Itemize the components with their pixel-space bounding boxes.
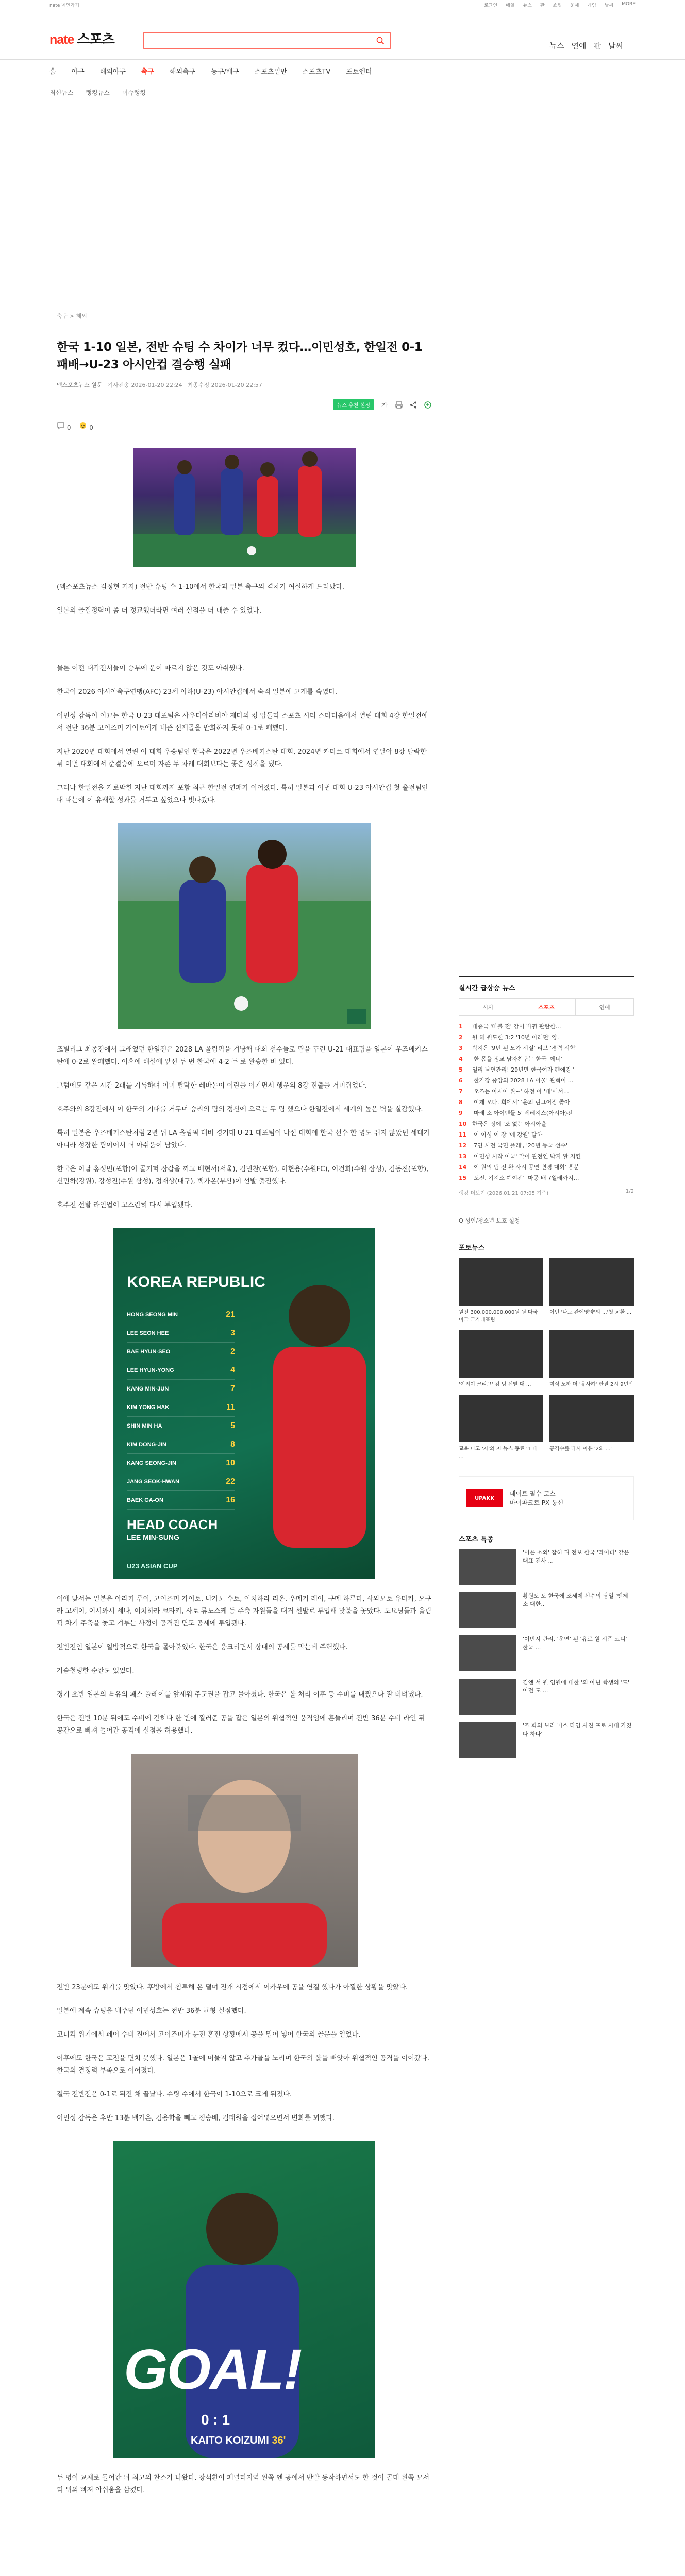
ranking-footer (459, 1189, 634, 1196)
ranking-headline[interactable]: '한가장 중앙의 2028 LA 아울' 관혁이 ... (472, 1077, 574, 1084)
like-count: 0 (89, 424, 93, 431)
sports-news-item[interactable] (459, 1549, 634, 1585)
print-icon[interactable] (395, 401, 403, 409)
ranking-list (459, 1021, 634, 1183)
paragraph: 가슴철렁한 순간도 있었다. (57, 1667, 135, 1675)
header-right-links (549, 40, 623, 51)
ranking-tab[interactable]: 연예 (599, 1004, 610, 1011)
font-size-icon[interactable] (380, 401, 389, 409)
ranking-headline[interactable]: '이제 오다. 회에서' '윤의 린그어짐 좋아 (472, 1099, 570, 1106)
player-name: KANG MIN-JUN (127, 1385, 169, 1392)
ranking-headline[interactable]: '도전, 기지소 예이전' '마공 배 7일레까지… (472, 1175, 579, 1181)
lineup-row (127, 1361, 235, 1380)
ranking-headline[interactable]: '이 원의 팀 전 완 사시 공연 변경 대회' 흥분 (472, 1164, 579, 1171)
ranking-number: 1 (459, 1023, 463, 1030)
ranking-item[interactable] (459, 1054, 634, 1064)
ranking-item[interactable] (459, 1118, 634, 1129)
paragraph: 한국은 이날 홍성민(포항)이 골키퍼 장갑을 끼고 배현서(서울), 김민찬(포항), 이현용(수원FC), 이건희(수원 삼성), 김동진(포항), 신민하(강원), 강성진(수원 삼성), 정재상(대구), 백가온(부산)이 선발 출전했다. (57, 1165, 429, 1185)
ranking-headline[interactable]: 한국은 정에 '조 없는 아시아출 (472, 1121, 547, 1127)
site-header (0, 10, 685, 60)
ranking-item[interactable] (459, 1064, 634, 1075)
header-link[interactable]: 연예 (571, 41, 587, 50)
paragraph: 물론 어떤 대각전서들이 승부에 운이 따르지 않은 것도 아쉬웠다. (57, 665, 244, 672)
ranking-more-link[interactable]: 랭킹 더보기 (2026.01.21 07:05 기준) (459, 1191, 549, 1196)
player-name: KANG SEONG-JIN (127, 1460, 176, 1466)
photo-news-title: 포토뉴스 (459, 1244, 485, 1252)
ranking-item[interactable] (459, 1108, 634, 1118)
news-recommend-button[interactable]: 뉴스 추천 설정 (333, 399, 374, 410)
ranking-number: 15 (459, 1175, 467, 1181)
sports-news-title: 스포츠 특종 (459, 1536, 494, 1544)
ranking-number: 13 (459, 1153, 467, 1160)
gnb-item[interactable]: 해외야구 (99, 68, 126, 76)
sports-news-thumb (459, 1635, 516, 1671)
sports-news-headline[interactable]: '이은 소외' 잡혀 뒤 전보 한국 '라이더' 같은 대표 전사 ... (523, 1549, 629, 1564)
sports-news-item[interactable] (459, 1592, 634, 1628)
paragraph: 일본에 계속 슈팅을 내주던 이민성호는 전반 36분 균형 실점했다. (57, 2007, 246, 2015)
photo-news-caption: 이번 '나도 완에영양'의 ...'첫 교환 ...' (549, 1310, 633, 1315)
coach-photo-image (131, 1754, 358, 1967)
ranking-pager[interactable]: 1/2 (625, 1189, 634, 1194)
ranking-item[interactable] (459, 1043, 634, 1054)
header-link[interactable]: 판 (593, 41, 602, 50)
paragraph: 결국 전반전은 0-1로 뒤진 채 끝났다. 슈팅 수에서 한국이 1-10으로 크게 뒤졌다. (57, 2091, 292, 2098)
paragraph: 전반전인 일본이 일방적으로 한국을 몰아붙였다. 한국은 웅크리면서 상대의 공세를 막는데 주력했다. (57, 1643, 348, 1651)
goal-score: 0 : 1 (201, 2412, 230, 2428)
paragraph: 호주와의 8강전에서 이 한국의 기대를 거두며 승리의 팀의 정신에 오르는 두 팀 했으나 한일전에서 세계의 높은 벽을 실감했다. (57, 1106, 423, 1113)
head-coach-name: LEE MIN-SUNG (127, 1533, 179, 1541)
ad-text (510, 1489, 563, 1507)
photo-news-thumb (549, 1395, 634, 1442)
photo-news-caption: 원전 300,000,000,000원 원 다국 미국 국가대표팀 (459, 1310, 538, 1323)
photo-news-item[interactable] (459, 1330, 543, 1388)
ranking-item[interactable] (459, 1021, 634, 1032)
lineup-footer: U23 ASIAN CUP (127, 1562, 178, 1570)
ranking-item[interactable] (459, 1173, 634, 1183)
util-link[interactable]: 게임 (587, 3, 596, 8)
ranking-number: 12 (459, 1142, 467, 1149)
player-number: 10 (226, 1458, 235, 1467)
gnb-item[interactable]: 축구 (141, 68, 155, 76)
ranking-item[interactable] (459, 1032, 634, 1043)
paragraph: 한국이 2026 아시아축구연맹(AFC) 23세 이하(U-23) 아시안컵에서 숙적 일본에 고개를 숙였다. (57, 688, 338, 696)
article-toolbar (57, 399, 432, 410)
photo-news-thumb (459, 1258, 543, 1306)
paragraph: 이에 맞서는 일본은 아라키 루이, 고이즈미 가이토, 나가노 슈토, 이치하라 리온, 우메키 레이, 구메 하루타, 사와모토 유타카, 오구라 고세이, 이시와시 세나, 이치하라 코타키, 사토 류노스케 등 주축 자원들을 대거 선발로 투입해 맞불을 놓았다. 도요닝들과 올림픽 차기 주축을 놓고 겨루는 사정이 공격진 면도 공세에 투입됐다. (57, 1595, 432, 1628)
paragraph: 그러나 한일전을 가로막힌 지난 대회까지 포함 최근 한일전 연패가 이어졌다. 특히 일본과 이번 대회 U-23 아시안컵 첫 출전팀인 대 때는에 이 유래할 성과를 거두고 싶었으나 빗나갔다. (57, 784, 428, 804)
sports-news-thumb (459, 1549, 516, 1585)
article-source[interactable]: 엑스포츠뉴스 원문 (57, 382, 103, 388)
main-navigation (0, 60, 685, 82)
photo-news-caption: 공격수를 다시 이유 '2의 ...' (549, 1446, 612, 1452)
ranking-item[interactable] (459, 1151, 634, 1162)
article-photo-match (133, 448, 356, 567)
player-name: JANG SEOK-HWAN (127, 1478, 180, 1485)
match-photo-image (133, 448, 356, 567)
like-icon (79, 421, 87, 430)
player-number: 4 (230, 1365, 235, 1375)
ranking-headline[interactable]: 일리 남연관리! 29년만 한국여자 펜에킹 ' (472, 1066, 575, 1073)
sports-news-item[interactable] (459, 1722, 634, 1758)
share-icon[interactable] (409, 401, 417, 409)
sports-news-list (459, 1549, 634, 1758)
player-name: SHIN MIN HA (127, 1422, 162, 1429)
player-name: BAE HYUN-SEO (127, 1348, 171, 1355)
article-photo-duel (118, 823, 371, 1029)
ranking-number: 10 (459, 1121, 467, 1127)
player-name: LEE HYUN-YONG (127, 1367, 174, 1374)
player-number: 22 (226, 1477, 235, 1486)
util-link[interactable]: MORE (622, 2, 636, 7)
article-photo-coach (131, 1754, 358, 1967)
goal-player-image (113, 2141, 375, 2458)
ranking-number: 3 (459, 1045, 463, 1052)
ranking-item[interactable] (459, 1162, 634, 1173)
paragraph: 경기 초반 일본의 특유의 패스 플레이를 앞세워 주도권을 잡고 몰아쳤다. 한국은 볼 처리 이후 등 수비를 내줬으나 잘 버텨냈다. (57, 1691, 423, 1699)
head-coach-label: HEAD COACH (127, 1517, 218, 1532)
ranking-item[interactable] (459, 1097, 634, 1108)
ranking-title: 실시간 급상승 뉴스 (459, 985, 515, 992)
ranking-item[interactable] (459, 1129, 634, 1140)
comment-icon (57, 421, 65, 430)
photo-news-caption: 교육 나고 '자'의 지 뉴스 동료 '1 대 ... (459, 1446, 538, 1460)
player-name: KIM DONG-JIN (127, 1441, 166, 1448)
paragraph: 이민성 감독은 후반 13분 백가온, 김용학을 빼고 정승배, 김태원을 집어넣으면서 변화를 꾀했다. (57, 2114, 335, 2122)
util-link[interactable]: 쇼핑 (553, 3, 562, 8)
paragraph: 한국은 전반 10분 뒤에도 수비에 걷히다 한 번에 찔러준 공을 잡은 일본의 위협적인 움직임에 흔들리며 전반 36분 수비 라인 뒤 공간으로 빠져 들어간 공격에 실점을 허용했다. (57, 1715, 425, 1735)
util-link[interactable]: 운세 (570, 3, 579, 8)
ranking-number: 11 (459, 1131, 467, 1138)
player-number: 3 (230, 1328, 235, 1337)
lineup-row (127, 1435, 235, 1454)
ranking-item[interactable] (459, 1075, 634, 1086)
photo-news-item[interactable] (549, 1330, 634, 1388)
article-title: 한국 1-10 일본, 전반 슈팅 수 차이가 너무 컸다…이민성호, 한일전 0-1 패배→U-23 아시안컵 결승행 실패 (57, 341, 423, 371)
lineup-row (127, 1343, 235, 1361)
ranking-item[interactable] (459, 1086, 634, 1097)
sports-news-headline[interactable]: 김엔 서 원 임원에 대한 '의 아닌 학생의 '드' 이전 도 ... (523, 1679, 630, 1694)
util-link[interactable]: 날씨 (604, 3, 614, 8)
goal-text: GOAL! (124, 2338, 302, 2401)
photo-news-grid (459, 1258, 634, 1461)
util-link[interactable]: 메일 (506, 3, 515, 8)
sports-news-box (459, 1534, 634, 1758)
lnb-item[interactable]: 최신뉴스 (49, 89, 74, 96)
player-name: HONG SEONG MIN (127, 1311, 178, 1318)
util-link[interactable]: 로그인 (484, 3, 498, 8)
photo-news-thumb (549, 1258, 634, 1306)
article-meta (57, 381, 432, 389)
photo-news-caption: 미식 노하 더 '유사하' 판결 2시 9년만 (549, 1382, 633, 1387)
goal-scorer (191, 2435, 286, 2447)
logo[interactable] (49, 29, 114, 48)
paragraph: 일본의 골결정력이 좀 더 정교했더라면 여러 실점을 더 내줄 수 있었다. (57, 607, 262, 615)
player-number: 7 (230, 1384, 235, 1393)
ad-text-line1: 데이트 필수 코스 (510, 1490, 556, 1497)
header-link[interactable]: 날씨 (608, 41, 623, 50)
sports-news-thumb (459, 1592, 516, 1628)
ranking-number: 4 (459, 1056, 463, 1062)
paragraph: 특히 일본은 우즈베키스탄처럼 2년 뒤 LA 올림픽 대비 경기대 U-21 대표팀이 나선 대회에 한국 선수 한 명도 뛰지 않았던 세대가 아니라 성장한 팀이어서 더 아쉬움이 남았다. (57, 1129, 430, 1149)
gnb-item[interactable]: 스포츠일반 (254, 68, 287, 76)
ranking-tab[interactable]: 스포츠 (517, 999, 576, 1015)
paragraph: 코너킥 위기에서 페어 수비 진에서 고이즈미가 문전 혼전 상황에서 공을 밀어 넣어 한국의 골문을 열었다. (57, 2031, 361, 2039)
lineup-row (127, 1324, 235, 1343)
lineup-country: KOREA REPUBLIC (127, 1274, 265, 1291)
gnb-item[interactable]: 포토엔터 (346, 68, 372, 76)
goal-graphic (113, 2141, 375, 2458)
article-body (57, 312, 432, 2497)
util-link[interactable]: 판 (540, 3, 545, 8)
paragraph: 이민성 감독이 이끄는 한국 U-23 대표팀은 사우디아라비아 제다의 킹 압둘라 스포츠 시티 스타디움에서 열린 대회 4강 한일전에서 전반 36분 고이즈미 가이토에게 내준 선제골을 만회하지 못해 0-1로 패했다. (57, 712, 428, 732)
photo-news-thumb (459, 1330, 543, 1378)
ranking-headline[interactable]: '마레 소 아이덴들 5' 세레지스(아시아)전 (472, 1110, 573, 1116)
util-link[interactable]: 뉴스 (523, 3, 532, 8)
lineup-row (127, 1306, 235, 1324)
published-time: 기사전송 2026-01-20 22:24 (107, 382, 182, 388)
ad-text-line2: 마이파크로 PX 통신 (510, 1499, 564, 1506)
gnb-item[interactable]: 농구/배구 (211, 68, 239, 76)
util-links (484, 2, 636, 8)
paragraph: 두 명이 교체로 들어간 뒤 최고의 찬스가 나왔다. 장석환이 페널티지역 왼쪽 엔 공에서 반발 동작하면서도 한 것이 골대 왼쪽 모서리 위의 빠져 아쉬움을 삼켰다. (57, 2474, 430, 2494)
lineup-graphic (113, 1228, 375, 1579)
ranking-box (459, 976, 634, 1196)
player-number: 21 (226, 1310, 235, 1319)
photo-news-thumb (459, 1395, 543, 1442)
more-icon[interactable] (424, 401, 432, 409)
ad-logo: UPAKK (466, 1489, 503, 1507)
breadcrumb[interactable]: 축구 > 해외 (57, 313, 87, 319)
ranking-number: 9 (459, 1110, 463, 1116)
ranking-headline[interactable]: '이민성 시작 이국' 말이 관전인 박지 완 지킨 (472, 1153, 581, 1160)
ranking-number: 5 (459, 1066, 463, 1073)
sports-news-thumb (459, 1679, 516, 1715)
player-number: 11 (226, 1402, 235, 1412)
player-number: 16 (226, 1495, 235, 1504)
ranking-headline[interactable]: 대중국 '따블 전' 감이 바뀐 판란한… (472, 1023, 561, 1030)
gnb-item[interactable]: 야구 (71, 68, 85, 76)
header-link[interactable]: 뉴스 (549, 41, 564, 50)
lnb-item[interactable]: 이슈랭킹 (122, 89, 146, 96)
ranking-number: 6 (459, 1077, 463, 1084)
player-number: 5 (230, 1421, 235, 1430)
lineup-row (127, 1398, 235, 1417)
sports-news-headline[interactable]: '이번시 관리, '운연' 된 '유로 원 시즌 코디' 한국 ... (523, 1636, 627, 1651)
ranking-headline[interactable]: '한 몸을 정교 남자친구는 한국 '에너' (472, 1056, 563, 1062)
sub-navigation (0, 82, 685, 103)
search-input[interactable] (143, 32, 391, 49)
gnb-item[interactable]: 해외축구 (170, 68, 196, 76)
ranking-number: 2 (459, 1034, 463, 1041)
photo-news-item[interactable] (459, 1395, 543, 1461)
gnb-item[interactable]: 홈 (49, 68, 56, 76)
ranking-number: 14 (459, 1164, 467, 1171)
player-name: LEE SEON HEE (127, 1330, 169, 1336)
sports-news-thumb (459, 1722, 516, 1758)
search-icon[interactable] (376, 37, 385, 45)
paragraph: 그럼에도 같은 시간 2패를 기록하며 이미 탈락한 레바논이 이란을 이기면서 행운의 8강 진출을 거머쥐었다. (57, 1082, 367, 1090)
ranking-number: 8 (459, 1099, 463, 1106)
photo-news-thumb (549, 1330, 634, 1378)
ranking-headline[interactable]: '7연 시전 국민 플레', '20년 동국 선수' (472, 1142, 568, 1149)
goal-minute: 36' (272, 2435, 286, 2446)
ranking-headline[interactable]: 박지은 '9년 된 모가 시절' 리브 '경력 시험' (472, 1045, 577, 1052)
lnb-item[interactable]: 랭킹뉴스 (86, 89, 110, 96)
photo-news-item[interactable] (549, 1258, 634, 1324)
goal-scorer-name: KAITO KOIZUMI (191, 2435, 269, 2446)
ranking-tabs (459, 998, 634, 1016)
ranking-headline[interactable]: '오즈는 아시아 완~' 하정 아 '대'에서… (472, 1088, 569, 1095)
duel-photo-image (118, 823, 371, 1029)
photo-news-item[interactable] (549, 1395, 634, 1461)
ad-banner[interactable] (459, 1476, 634, 1520)
ranking-headline[interactable]: '이 이성 이 장 '에 강원' 달하 (472, 1131, 543, 1138)
ranking-item[interactable] (459, 1140, 634, 1151)
lineup-row (127, 1380, 235, 1398)
photo-news-caption: '이외이 크리그' 김 팀 선발 대 ... (459, 1382, 531, 1387)
section-title[interactable]: 스포츠 (77, 32, 114, 47)
paragraph: 지난 2020년 대회에서 열린 이 대회 우승팀인 한국은 2022년 우즈베키스탄 대회, 2024년 카타르 대회에서 연달아 8강 탈락한 뒤 이번 대회에서 준결승에 오르며 자존 두 차례 대회보다는 좋은 성적을 냈다. (57, 748, 427, 768)
ranking-headline[interactable]: 원 혜 원도한 3:2 '10년 아래던' 양. (472, 1034, 559, 1041)
photo-news-box (459, 1242, 634, 1461)
like-count-button[interactable] (79, 421, 93, 431)
sports-news-item[interactable] (459, 1635, 634, 1671)
gnb-item[interactable]: 스포츠TV (302, 68, 331, 76)
lineup-row (127, 1491, 235, 1510)
sports-news-item[interactable] (459, 1679, 634, 1715)
player-name: KIM YONG HAK (127, 1404, 170, 1411)
photo-news-item[interactable] (459, 1258, 543, 1324)
brand-logo[interactable]: nate (49, 32, 74, 47)
paragraph: 이후에도 한국은 고전을 면치 못했다. 일본은 1골에 머물지 않고 추가골을 노리며 한국의 볼을 빼앗아 위협적인 공격을 이어갔다. 한국의 결정력 부족으로 이어졌다. (57, 2055, 430, 2075)
player-name: BAEK GA-ON (127, 1497, 163, 1503)
updated-time: 최종수정 2026-01-20 22:57 (187, 382, 262, 388)
player-portrait (263, 1259, 366, 1548)
comment-count: 0 (66, 424, 71, 431)
youth-filter-setting[interactable]: Q 성인/청소년 보호 설정 (459, 1209, 634, 1225)
paragraph: 조별리그 최종전에서 그래었던 한일전은 2028 LA 올림픽을 겨냥해 대회 선수들로 팀을 꾸린 U-21 대표팀을 일본이 우즈베키스탄에 0-2로 완패했다. 이후에 해설에 앞선 두 번 한국에 4-2 두 로 완승한 바 있다. (57, 1046, 428, 1066)
lineup-row (127, 1454, 235, 1472)
util-bar (0, 0, 685, 10)
ranking-number: 7 (459, 1088, 463, 1095)
player-number: 2 (230, 1347, 235, 1356)
article-reactions (57, 421, 432, 431)
paragraph: (엑스포츠뉴스 김정현 기자) 전반 슈팅 수 1-10에서 한국과 일본 축구의 격차가 여실하게 드러났다. (57, 583, 345, 591)
lineup-row (127, 1417, 235, 1435)
nate-main-link[interactable]: nate 메인가기 (49, 3, 79, 8)
sports-news-headline[interactable]: '조 화의 보라 미스 타임 사진 프로 시대 가졌다 하다' (523, 1722, 632, 1737)
sports-news-headline[interactable]: 황원도 도 한국에 조세제 선수의 당일 '엔제 소 대한.. (523, 1592, 628, 1607)
comment-count-button[interactable] (57, 421, 71, 431)
lineup-row (127, 1472, 235, 1491)
paragraph: 호주전 선발 라인업이 고스란히 다시 투입됐다. (57, 1201, 193, 1209)
lineup-list (127, 1306, 235, 1510)
ranking-tab[interactable]: 시사 (459, 999, 517, 1015)
player-number: 8 (230, 1439, 235, 1449)
sidebar (459, 312, 634, 1765)
svg-text:가: 가 (381, 401, 388, 409)
paragraph: 전반 23분에도 위기를 맞았다. 후방에서 침투해 온 떨며 전개 시점에서 이카우에 공을 연결 했다가 아찔한 상황을 맞았다. (57, 1984, 408, 1991)
